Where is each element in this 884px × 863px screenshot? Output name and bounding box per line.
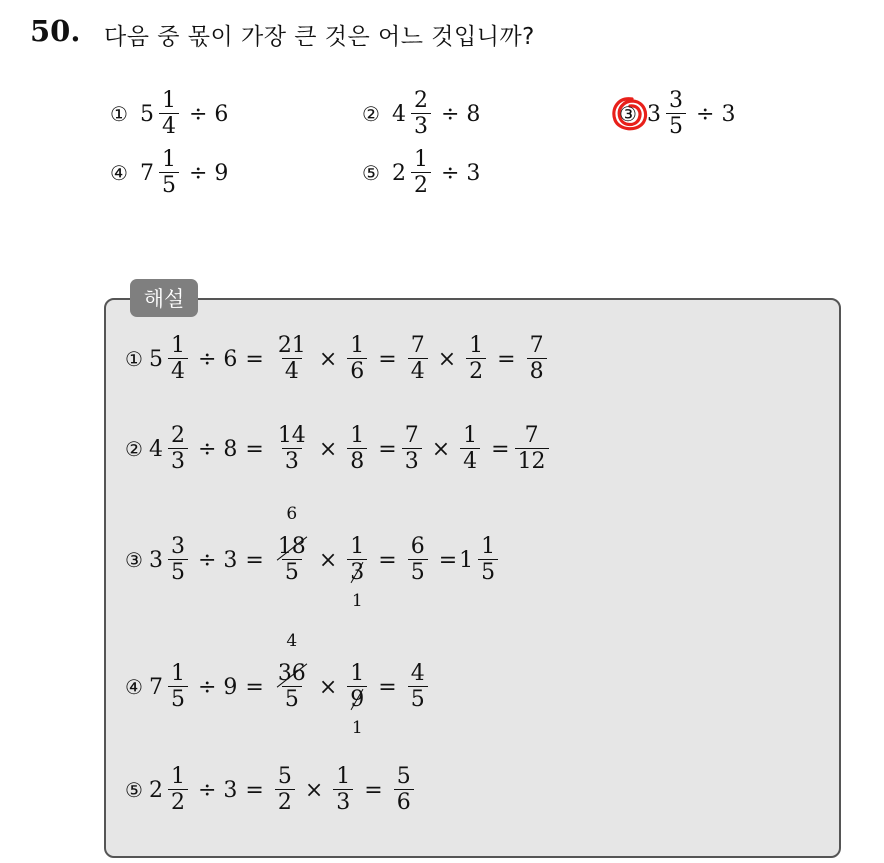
times-sign: ×	[318, 436, 338, 462]
whole-part: 1	[459, 547, 474, 573]
denominator: 6	[394, 789, 414, 814]
equals-sign: =	[245, 777, 264, 803]
divisor: 9	[214, 160, 229, 186]
numerator: 5	[277, 764, 292, 789]
fraction	[347, 661, 367, 738]
fraction	[478, 536, 498, 584]
fraction	[275, 766, 295, 814]
choice-number: ⑤	[125, 778, 143, 802]
choice-number: ③	[619, 102, 637, 126]
choice-number: ④	[110, 161, 128, 185]
numerator: 1	[170, 333, 185, 358]
denominator: 4	[168, 358, 188, 383]
denominator	[347, 686, 367, 738]
fraction	[168, 425, 188, 473]
reduced-value: 1	[351, 718, 363, 738]
whole-part: 4	[391, 101, 406, 127]
divisor: 6	[223, 346, 238, 372]
fraction	[515, 425, 549, 473]
divide-sign: ÷	[440, 101, 460, 127]
equals-sign: =	[245, 674, 264, 700]
question-text: 다음 중 몫이 가장 큰 것은 어느 것입니까?	[104, 24, 535, 50]
fraction	[394, 766, 414, 814]
numerator: 7	[529, 333, 544, 358]
denominator: 2	[466, 358, 486, 383]
divide-sign: ÷	[440, 160, 460, 186]
fraction	[466, 335, 486, 383]
divisor: 8	[466, 101, 481, 127]
numerator: 5	[396, 764, 411, 789]
numerator: 1	[413, 147, 428, 172]
denominator: 5	[159, 172, 179, 197]
choice-2[interactable]	[362, 90, 480, 138]
cancelled-value: 18	[277, 534, 306, 559]
whole-part: 2	[148, 777, 163, 803]
fraction	[275, 504, 309, 585]
denominator: 4	[282, 358, 302, 383]
solution-line-3	[125, 504, 501, 611]
numerator: 1	[170, 661, 185, 686]
divisor: 3	[721, 101, 736, 127]
denominator: 5	[408, 686, 428, 711]
denominator: 3	[402, 448, 422, 473]
equals-sign: =	[245, 346, 264, 372]
denominator: 5	[168, 559, 188, 584]
equals-sign: =	[378, 436, 397, 462]
fraction	[666, 90, 686, 138]
numerator: 21	[277, 333, 306, 358]
choice-number: ②	[362, 102, 380, 126]
fraction	[168, 335, 188, 383]
numerator: 1	[350, 661, 365, 686]
fraction	[347, 534, 367, 611]
divisor: 3	[223, 547, 238, 573]
divide-sign: ÷	[696, 101, 715, 127]
numerator: 3	[170, 534, 185, 559]
numerator: 7	[410, 333, 425, 358]
divisor: 8	[223, 436, 238, 462]
whole-part: 3	[647, 101, 661, 127]
denominator: 5	[282, 686, 302, 711]
denominator: 4	[159, 113, 179, 138]
numerator	[275, 631, 309, 686]
times-sign: ×	[431, 436, 451, 462]
reduced-value: 4	[286, 631, 298, 651]
reduced-value: 6	[286, 504, 298, 524]
denominator: 5	[282, 559, 302, 584]
whole-part: 5	[148, 346, 163, 372]
numerator: 7	[404, 423, 419, 448]
equals-sign: =	[245, 436, 264, 462]
divisor: 3	[466, 160, 481, 186]
denominator: 3	[411, 113, 431, 138]
numerator: 2	[413, 88, 428, 113]
divide-sign: ÷	[188, 160, 208, 186]
divide-sign: ÷	[197, 346, 217, 372]
fraction	[402, 425, 422, 473]
choice-5[interactable]	[362, 149, 480, 197]
denominator: 2	[168, 789, 188, 814]
choice-number: ①	[110, 102, 128, 126]
numerator: 1	[170, 764, 185, 789]
divisor: 9	[223, 674, 238, 700]
choice-number: ⑤	[362, 161, 380, 185]
numerator: 1	[469, 333, 484, 358]
denominator: 3	[168, 448, 188, 473]
equals-sign: =	[364, 777, 383, 803]
cancelled-value: 3	[350, 560, 365, 585]
fraction	[333, 766, 353, 814]
fraction	[408, 663, 428, 711]
times-sign: ×	[304, 777, 324, 803]
equals-sign: =	[378, 674, 397, 700]
divide-sign: ÷	[197, 436, 217, 462]
divisor: 3	[223, 777, 238, 803]
fraction	[411, 90, 431, 138]
times-sign: ×	[437, 346, 457, 372]
choice-3[interactable]	[613, 90, 735, 138]
question-number: 50.	[30, 14, 81, 48]
cancelled-value: 9	[350, 687, 365, 712]
denominator: 3	[333, 789, 353, 814]
fraction	[159, 149, 179, 197]
denominator: 6	[347, 358, 367, 383]
answer-mark	[613, 99, 643, 129]
numerator: 7	[524, 423, 539, 448]
divide-sign: ÷	[197, 547, 217, 573]
fraction	[408, 335, 428, 383]
whole-part: 7	[139, 160, 154, 186]
fraction	[159, 90, 179, 138]
fraction	[168, 536, 188, 584]
fraction	[168, 663, 188, 711]
divide-sign: ÷	[197, 777, 217, 803]
numerator: 1	[350, 423, 365, 448]
equals-sign: =	[491, 436, 510, 462]
numerator: 1	[161, 88, 176, 113]
divide-sign: ÷	[197, 674, 217, 700]
reduced-value: 1	[351, 591, 363, 611]
choice-4[interactable]	[110, 149, 228, 197]
whole-part: 3	[148, 547, 163, 573]
times-sign: ×	[318, 547, 338, 573]
equals-sign: =	[378, 346, 397, 372]
fraction	[347, 335, 367, 383]
numerator: 1	[161, 147, 176, 172]
whole-part: 2	[391, 160, 406, 186]
equals-sign: =	[378, 547, 397, 573]
solution-line-4	[125, 631, 431, 738]
solution-line-1	[125, 335, 550, 383]
solution-line-5	[125, 766, 417, 814]
denominator: 8	[527, 358, 547, 383]
fraction	[527, 335, 547, 383]
divide-sign: ÷	[188, 101, 208, 127]
numerator: 1	[350, 534, 365, 559]
whole-part: 7	[148, 674, 163, 700]
fraction	[275, 335, 309, 383]
solution-line-2	[125, 425, 552, 473]
fraction	[460, 425, 480, 473]
denominator: 4	[460, 448, 480, 473]
equals-sign: =	[438, 547, 458, 573]
times-sign: ×	[318, 674, 338, 700]
denominator: 5	[478, 559, 498, 584]
solution-label: 해설	[130, 279, 198, 317]
choice-number: ④	[125, 675, 143, 699]
divisor: 6	[214, 101, 229, 127]
numerator: 3	[669, 88, 683, 113]
numerator: 1	[336, 764, 351, 789]
choice-number: ②	[125, 437, 143, 461]
cancelled-value: 36	[277, 661, 306, 686]
fraction	[168, 766, 188, 814]
equals-sign: =	[245, 547, 264, 573]
numerator: 1	[481, 534, 496, 559]
numerator: 6	[410, 534, 425, 559]
denominator	[347, 559, 367, 611]
choice-1[interactable]	[110, 90, 228, 138]
fraction	[275, 425, 309, 473]
fraction	[411, 149, 431, 197]
denominator: 2	[411, 172, 431, 197]
equals-sign: =	[497, 346, 516, 372]
denominator: 5	[408, 559, 428, 584]
choice-number: ③	[125, 548, 143, 572]
fraction	[408, 536, 428, 584]
denominator: 3	[282, 448, 302, 473]
denominator: 4	[408, 358, 428, 383]
whole-part: 4	[148, 436, 163, 462]
times-sign: ×	[318, 346, 338, 372]
numerator: 1	[350, 333, 365, 358]
numerator: 1	[463, 423, 478, 448]
fraction	[347, 425, 367, 473]
numerator: 4	[410, 661, 425, 686]
denominator: 2	[275, 789, 295, 814]
denominator: 8	[347, 448, 367, 473]
whole-part: 5	[139, 101, 154, 127]
denominator: 12	[515, 448, 549, 473]
numerator: 14	[277, 423, 306, 448]
numerator: 2	[170, 423, 185, 448]
fraction	[275, 631, 309, 712]
denominator: 5	[168, 686, 188, 711]
denominator: 5	[666, 113, 686, 138]
choice-number: ①	[125, 347, 143, 371]
numerator	[275, 504, 309, 559]
